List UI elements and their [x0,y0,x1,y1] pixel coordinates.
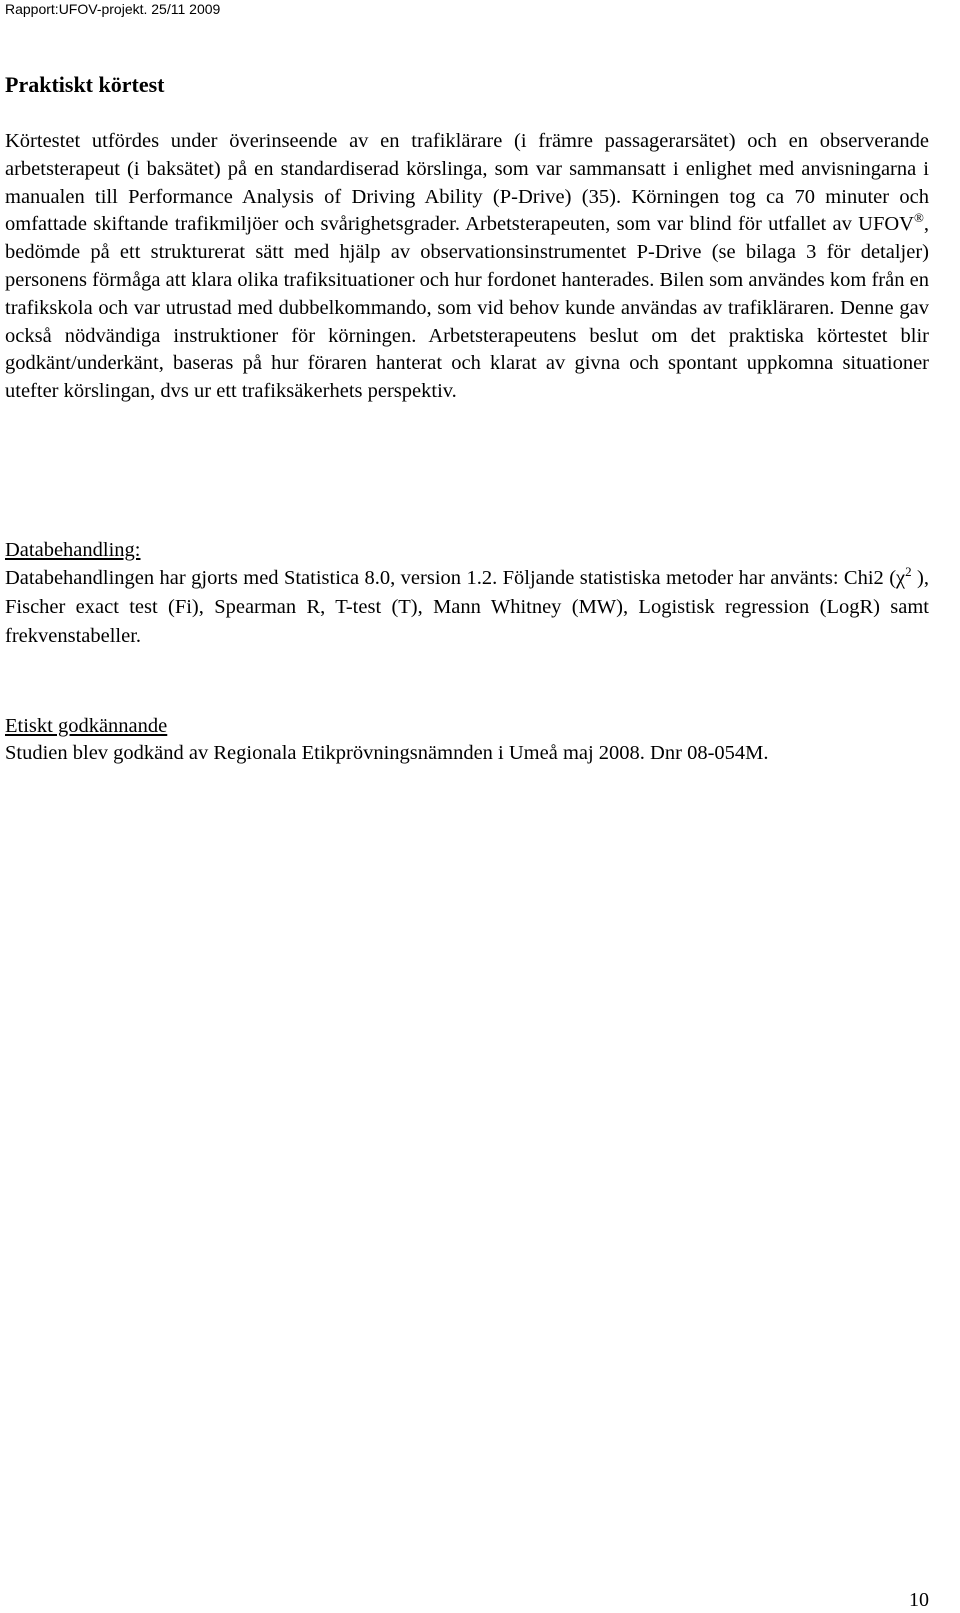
paragraph-databehandling [5,564,929,651]
paragraph-text-part-2: , bedömde på ett strukturerat sätt med hjälp av observationsinstrumentet P-Drive (se bilaga 3 för detaljer) personens förmåga att klara olika trafiksituationer och hur fordonet hanterades. Bilen som användes kom från en trafikskola och var utrustad med dubbelkommando, som vid behov kunde användas av trafikläraren. Denne gav också nödvändiga instruktioner för körningen. Arbetsterapeutens beslut om det praktiska körtestet blir godkänt/underkänt, baseras på hur föraren hanterat och klarat av givna och spontant uppkomna situationer utefter körslingan, dvs ur ett trafiksäkerhets perspektiv. [5,213,929,403]
section-heading-praktiskt-kortest: Praktiskt körtest [5,72,165,97]
paragraph-etiskt-godkannande: Studien blev godkänd av Regionala Etikprövningsnämnden i Umeå maj 2008. Dnr 08-054M. [5,742,769,764]
paragraph-text-part-2: ), Fischer exact test (Fi), Spearman R, T-test (T), Mann Whitney (MW), Logistisk regression (LogR) samt frekvenstabeller. [5,567,930,647]
section-heading-databehandling: Databehandling: [5,539,141,561]
paragraph-text-part-1: Databehandlingen har gjorts med Statistica 8.0, version 1.2. Följande statistiska metoder har använts: Chi2 (χ [5,567,906,589]
page-number: 10 [909,1589,929,1611]
superscript-two: 2 [905,564,912,579]
paragraph-text-part-1: Körtestet utfördes under överinseende av en trafiklärare (i främre passagerarsätet) och en observerande arbetsterapeut (i baksätet) på en standardiserad körslinga, som var sammansatt i enlighet med anvisningarna i manualen till Performance Analysis of Driving Ability (P-Drive) (35). Körningen tog ca 70 minuter och omfattade skiftande trafikmiljöer och svårighetsgrader. Arbetsterapeuten, som var blind för utfallet av UFOV [5,130,929,236]
section-heading-etiskt-godkannande: Etiskt godkännande [5,715,168,737]
registered-mark: ® [913,210,924,226]
running-header: Rapport:UFOV-projekt. 25/11 2009 [5,1,221,17]
paragraph-praktiskt-kortest [5,128,929,406]
